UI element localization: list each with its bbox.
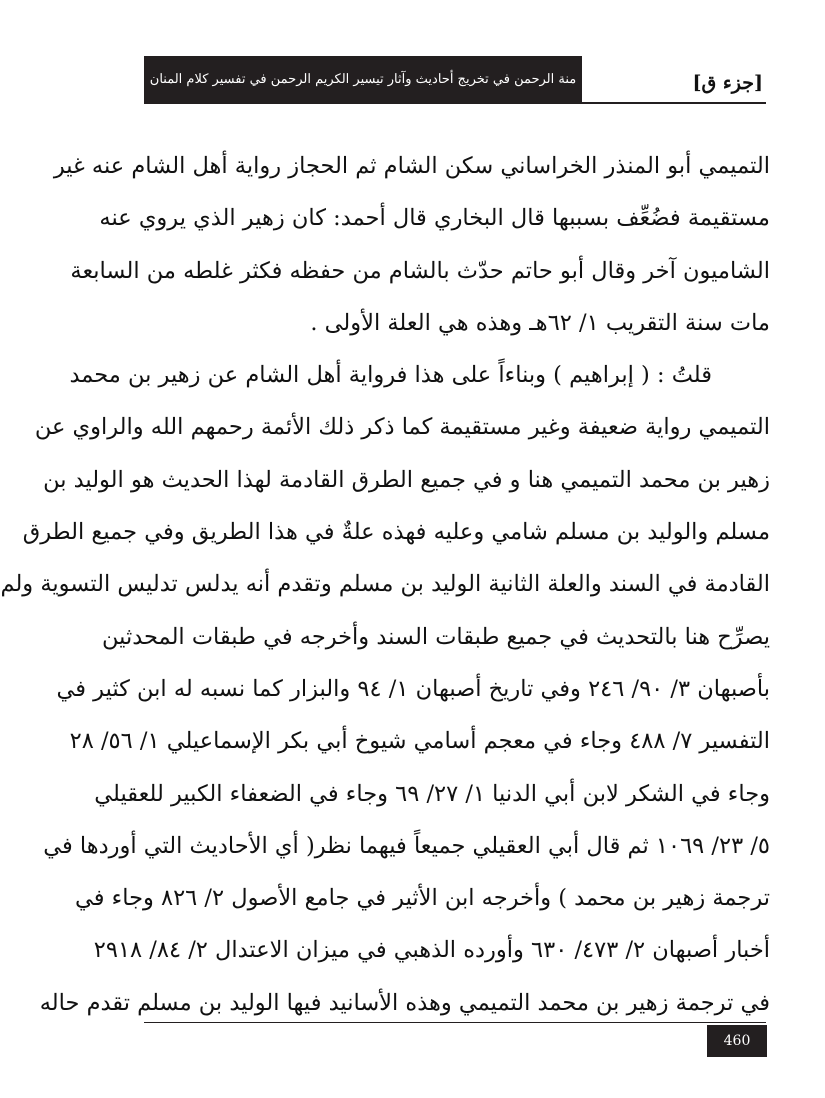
body-line: وجاء في الشكر لابن أبي الدنيا ١/ ٢٧/ ٦٩ وجاء في الضعفاء الكبير للعقيلي xyxy=(94,780,770,807)
running-title: منة الرحمن في تخريج أحاديث وآثار تيسير الكريم الرحمن في تفسير كلام المنان xyxy=(149,71,577,87)
body-line: مستقيمة فضُعِّف بسببها قال البخاري قال أحمد: كان زهير الذي يروي عنه xyxy=(99,205,770,232)
body-line: التفسير ٧/ ٤٨٨ وجاء في معجم أسامي شيوخ أبي بكر الإسماعيلي ١/ ٥٦/ ٢٨ xyxy=(69,728,770,755)
body-line: مسلم والوليد بن مسلم شامي وعليه فهذه علةٌ في هذا الطريق وفي جميع الطرق xyxy=(22,519,770,546)
body-line: ترجمة زهير بن محمد ) وأخرجه ابن الأثير في جامع الأصول ٢/ ٨٢٦ وجاء في xyxy=(74,885,770,912)
part-label: [جزء ق] xyxy=(692,72,763,94)
body-line: أخبار أصبهان ٢/ ٤٧٣/ ٦٣٠ وأورده الذهبي في ميزان الاعتدال ٢/ ٨٤/ ٢٩١٨ xyxy=(93,937,770,964)
page-number-box xyxy=(707,1025,767,1057)
body-line: قلتُ : ( إبراهيم ) وبناءاً على هذا فرواية أهل الشام عن زهير بن محمد xyxy=(69,362,712,389)
body-line: التميمي رواية ضعيفة وغير مستقيمة كما ذكر ذلك الأئمة رحمهم الله والراوي عن xyxy=(34,414,770,441)
body-line: التميمي أبو المنذر الخراساني سكن الشام ثم الحجاز رواية أهل الشام عنه غير xyxy=(53,153,770,179)
header-rule xyxy=(144,102,766,104)
page-body xyxy=(0,140,770,1029)
body-line: يصرِّح هنا بالتحديث في جميع طبقات السند وأخرجه في طبقات المحدثين xyxy=(102,623,770,650)
page-number: 460 xyxy=(723,1033,751,1049)
body-line: زهير بن محمد التميمي هنا و في جميع الطرق القادمة لهذا الحديث هو الوليد بن xyxy=(43,466,770,493)
body-line: الشاميون آخر وقال أبو حاتم حدّث بالشام من حفظه فكثر غلطه من السابعة xyxy=(70,257,770,284)
body-line: مات سنة التقريب ١/ ٦٢هـ وهذه هي العلة الأولى . xyxy=(310,309,770,336)
body-line: بأصبهان ٣/ ٩٠/ ٢٤٦ وفي تاريخ أصبهان ١/ ٩٤ والبزار كما نسبه له ابن كثير في xyxy=(56,675,770,702)
running-title-bar xyxy=(144,56,582,102)
body-line: ٥/ ٢٣/ ١٠٦٩ ثم قال أبي العقيلي جميعاً فيهما نظر( أي الأحاديث التي أوردها في xyxy=(43,832,770,859)
body-line: في ترجمة زهير بن محمد التميمي وهذه الأسانيد فيها الوليد بن مسلم تقدم حاله xyxy=(39,989,770,1016)
body-line: القادمة في السند والعلة الثانية الوليد بن مسلم وتقدم أنه يدلس تدليس التسوية ولم xyxy=(0,571,770,598)
footer-rule xyxy=(144,1022,766,1023)
